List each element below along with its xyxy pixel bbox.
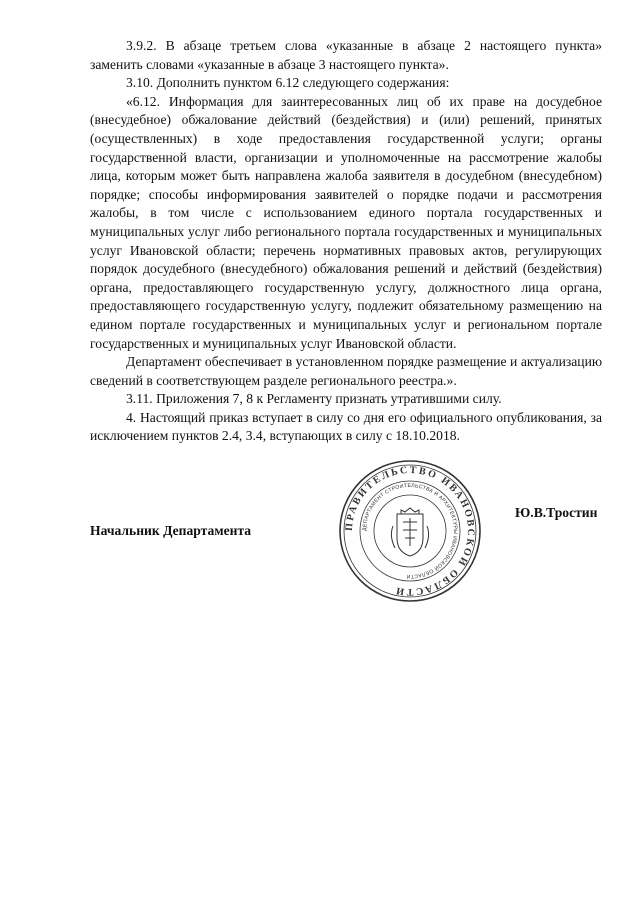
coat-of-arms-icon [391, 508, 428, 556]
paragraph-3-10: 3.10. Дополнить пунктом 6.12 следующего содержания: [126, 75, 450, 91]
paragraph-4: 4. Настоящий приказ вступает в силу со дня его официального опубликования, за исключением пунктов 2.4, 3.4, вступающих в силу с 18.10.2018. [90, 409, 602, 444]
seal-outer-text: ПРАВИТЕЛЬСТВО ИВАНОВСКОЙ ОБЛАСТИ [343, 464, 477, 598]
paragraph-3-11: 3.11. Приложения 7, 8 к Регламенту признать утратившими силу. [126, 391, 502, 407]
seal-inner-text: ДЕПАРТАМЕНТ СТРОИТЕЛЬСТВА И АРХИТЕКТУРЫ ИВАНОВСКОЙ ОБЛАСТИ [361, 482, 459, 580]
signatory-name: Ю.В.Тростин [515, 505, 598, 520]
paragraph-6-12: «6.12. Информация для заинтересованных лиц об их праве на досудебное (внесудебное) обжалование действий (бездействия) и (или) решений, принятых (осуществленных) в ходе предоставления государственной услуги; органы государственной власти, организации и уполномоченные на рассмотрение жалобы лица, которым может быть направлена жалоба заявителя в досудебном (внесудебном) порядке; способы информирования заявителей о порядке подачи и рассмотрения жалобы, в том числе с использованием единого портала государственных и муниципальных услуг либо регионального портала государственных и муниципальных услуг Ивановской области; перечень нормативных правовых актов, регулирующих порядок досудебного (внесудебного) обжалования решений и действий (бездействия) органа, предоставляющего государственную услугу, должностного лица органа, предоставляющего государственную услугу, подлежит обязательному размещению на едином портале государственных и муниципальных услуг и региональном портале государственных и муниципальных услуг Ивановской области. [90, 93, 602, 351]
signatory-title: Начальник Департамента [90, 523, 252, 538]
paragraph-3-9-2: 3.9.2. В абзаце третьем слова «указанные в абзаце 2 настоящего пункта» заменить словами «указанные в абзаце 3 настоящего пункта». [90, 38, 602, 72]
official-seal [335, 456, 485, 606]
paragraph-department: Департамент обеспечивает в установленном порядке размещение и актуализацию сведений в соответствующем разделе регионального реестра.». [90, 354, 602, 388]
document-body [90, 37, 602, 446]
